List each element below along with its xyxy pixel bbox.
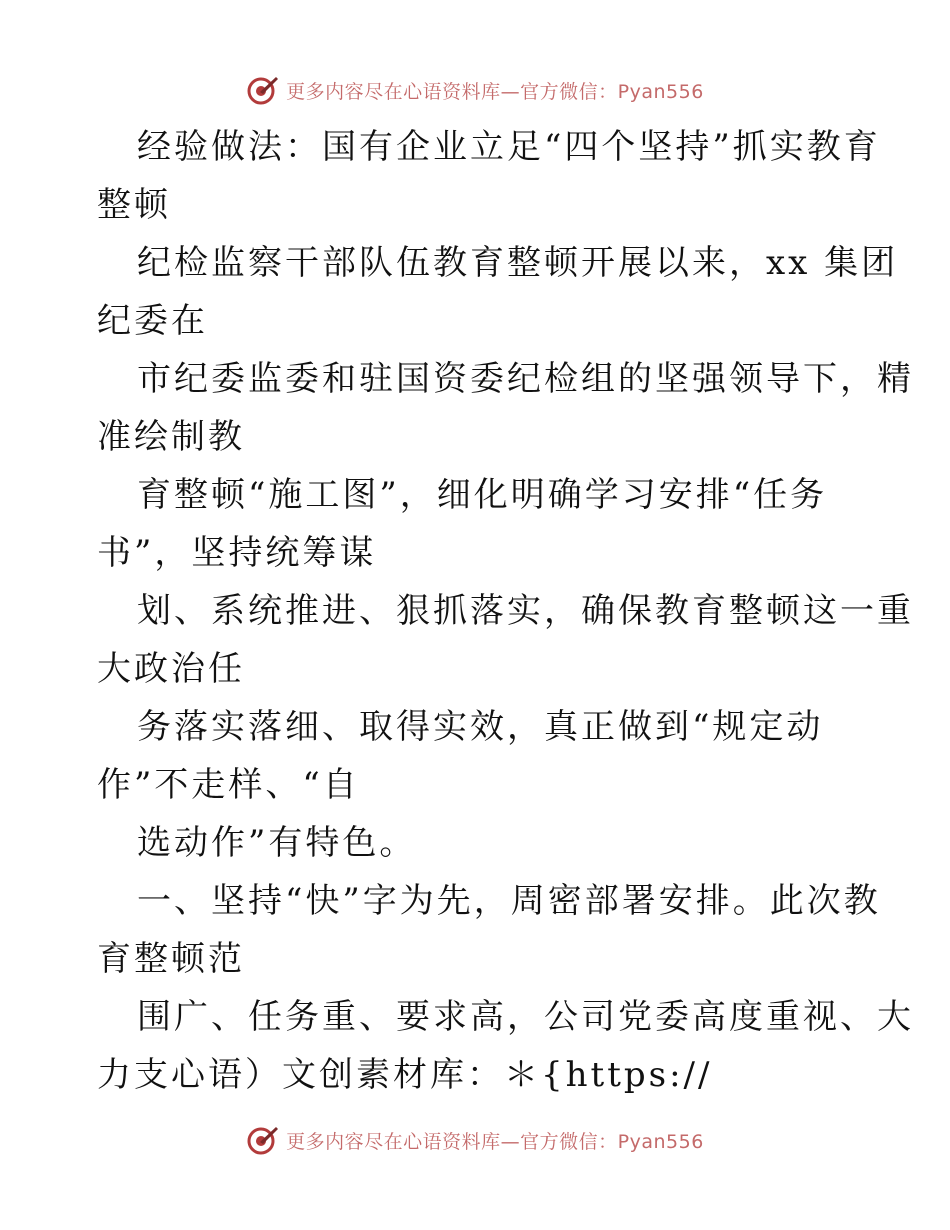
document-body	[97, 118, 914, 1104]
text-line: 选动作”有特色。	[137, 823, 417, 863]
text-line: 大政治任	[97, 649, 245, 689]
text-line: 市纪委监委和驻国资委纪检组的坚强领导下，精	[137, 359, 914, 399]
text-line: 作”不走样、“自	[97, 765, 360, 805]
text-line: 育整顿“施工图”，细化明确学习安排“任务	[137, 475, 828, 515]
text-line: 书”，坚持统筹谋	[97, 533, 377, 573]
banner-text: 更多内容尽在心语资料库—官方微信：Pyan556	[286, 80, 704, 103]
text-line: 准绘制教	[97, 417, 245, 457]
header-watermark-banner	[0, 70, 950, 110]
text-line: 围广、任务重、要求高，公司党委高度重视、大	[137, 997, 914, 1037]
text-line: 一、坚持“快”字为先，周密部署安排。此次教	[137, 881, 881, 921]
text-line: 整顿	[97, 185, 171, 225]
text-line: 纪委在	[97, 301, 208, 341]
banner-text: 更多内容尽在心语资料库—官方微信：Pyan556	[286, 1130, 704, 1153]
pen-logo-icon	[246, 1123, 280, 1157]
text-line: 划、系统推进、狠抓落实，确保教育整顿这一重	[137, 591, 914, 631]
text-line: 育整顿范	[97, 939, 245, 979]
footer-watermark-banner	[0, 1120, 950, 1160]
text-line: 务落实落细、取得实效，真正做到“规定动	[137, 707, 824, 747]
text-line: 经验做法：国有企业立足“四个坚持”抓实教育	[137, 127, 881, 167]
text-line: 纪检监察干部队伍教育整顿开展以来，xx 集团	[137, 243, 899, 283]
text-line: 力支心语）文创素材库：＊{https://	[97, 1055, 713, 1095]
pen-logo-icon	[246, 73, 280, 107]
